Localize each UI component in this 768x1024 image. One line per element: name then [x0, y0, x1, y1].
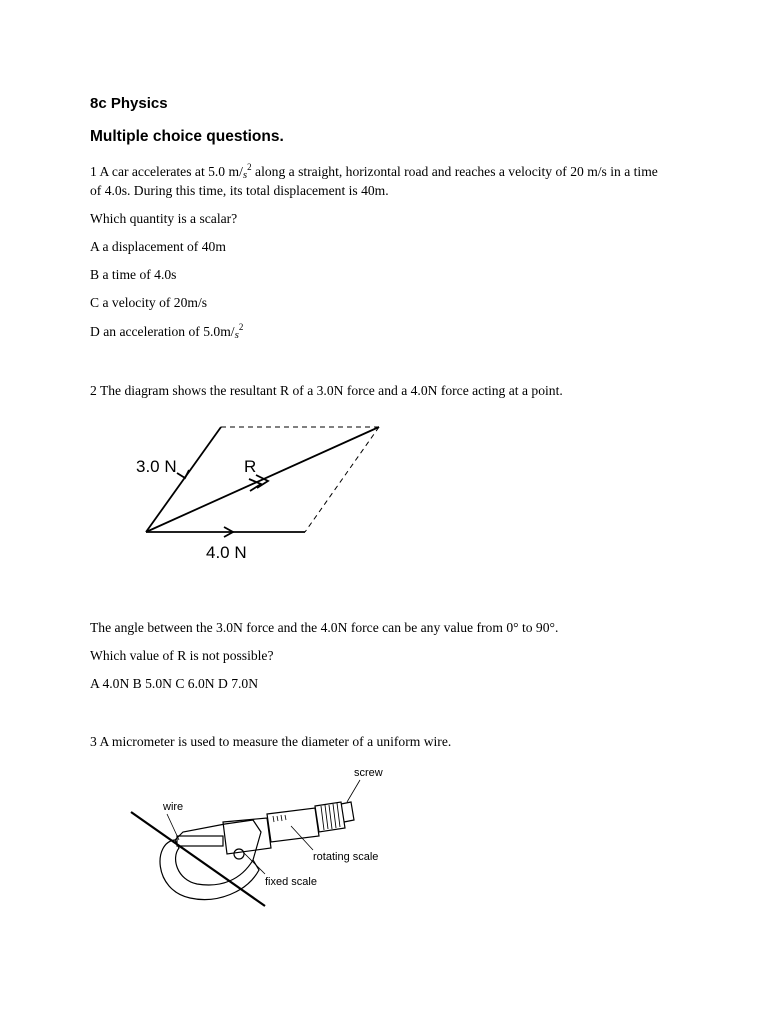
q1-text-line-2: of 4.0s. During this time, its total displacement is 40m. [90, 183, 389, 198]
thimble-scale-ticks [273, 815, 286, 822]
resultant-label: R [244, 457, 257, 476]
q1-option-c: C a velocity of 20m/s [90, 295, 208, 310]
q1-option-a: A a displacement of 40m [90, 239, 226, 254]
wire-label: wire [163, 801, 184, 813]
knurl-hatching [321, 803, 340, 830]
q2-text: 2 The diagram shows the resultant R of a 3.0N force and a 4.0N force acting at a point. [90, 383, 563, 398]
wire-line [131, 812, 265, 906]
q1-option-b: B a time of 4.0s [90, 267, 177, 282]
fixed-scale-label: fixed scale [265, 876, 317, 888]
micrometer-spindle [177, 836, 223, 846]
rotating-scale-label: rotating scale [313, 851, 379, 863]
micrometer-frame-arm [175, 820, 261, 860]
q1-text-line-1: 1 A car accelerates at 5.0 $m/s^2$ along a straight, horizontal road and reaches a velocity of 20 m/s in a time [90, 162, 658, 181]
q2-prompt: Which value of R is not possible? [90, 648, 274, 663]
q1-prompt: Which quantity is a scalar? [90, 211, 238, 226]
q3-text: 3 A micrometer is used to measure the diameter of a uniform wire. [90, 734, 452, 749]
micrometer-diagram [125, 762, 395, 912]
micrometer-ratchet [315, 802, 345, 832]
q1-option-d: D an acceleration of $5.0m/s^2$ [90, 322, 244, 341]
q2-options: A 4.0N B 5.0N C 6.0N D 7.0N [90, 676, 259, 691]
force-4n-label: 4.0 N [206, 543, 247, 562]
force-3n-arrowhead [177, 470, 189, 478]
resultant-vector [146, 427, 379, 532]
page-title: 8c Physics [90, 95, 168, 112]
force-3n-vector [146, 427, 221, 532]
micrometer-thimble [267, 808, 319, 842]
force-parallelogram-diagram [120, 415, 390, 565]
screw-label: screw [354, 767, 383, 779]
q2-statement: The angle between the 3.0N force and the 4.0N force can be any value from 0° to 90°. [90, 620, 559, 635]
force-3n-label: 3.0 N [136, 457, 177, 476]
micrometer-lock [234, 849, 244, 859]
section-heading: Multiple choice questions. [90, 128, 284, 145]
